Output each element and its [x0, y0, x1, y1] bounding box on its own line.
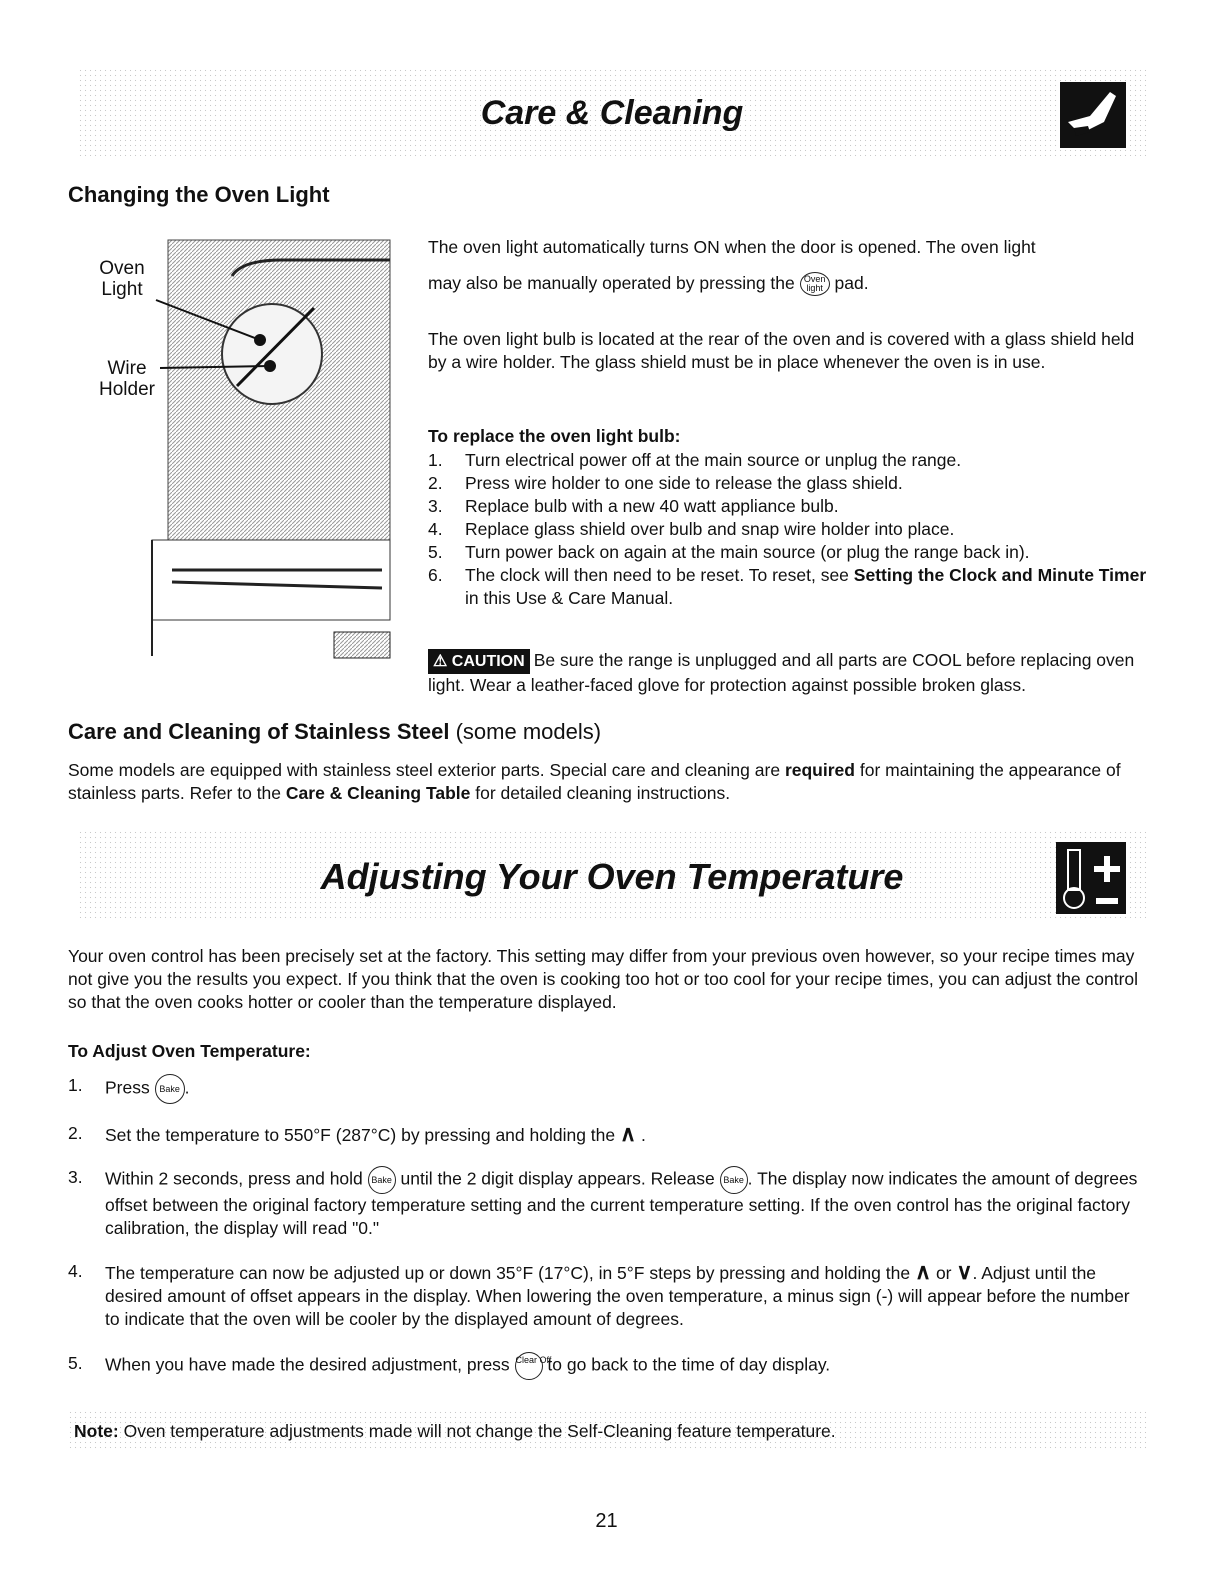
up-arrow-icon: ∧	[914, 1259, 932, 1284]
header-title: Adjusting Your Oven Temperature	[320, 856, 904, 897]
intro-text-end: pad.	[834, 273, 869, 293]
glove-hand-icon	[1060, 82, 1126, 148]
list-item: 2. Press wire holder to one side to release the glass shield.	[428, 473, 903, 493]
list-item: 6. The clock will then need to be reset. To reset, see Setting the Clock and Minute Timer in this Use & Care Manual.	[428, 565, 1147, 608]
list-item: 1. Turn electrical power off at the main source or unplug the range.	[428, 450, 962, 470]
replace-bulb-steps	[428, 449, 1148, 610]
list-item: 5. Turn power back on again at the main source (or plug the range back in).	[428, 542, 1030, 562]
header-title: Care & Cleaning	[480, 94, 744, 132]
up-arrow-icon: ∧	[620, 1121, 637, 1146]
note-text: Note: Oven temperature adjustments made will not change the Self-Cleaning feature temperature.	[74, 1421, 836, 1441]
list-item: 3. Replace bulb with a new 40 watt appliance bulb.	[428, 496, 839, 516]
label-oven-light: Oven Light	[99, 258, 145, 300]
header-band-care-cleaning	[78, 68, 1146, 156]
clear-off-pad-icon: Clear Off	[515, 1352, 543, 1380]
caution-paragraph: ⚠ CAUTION Be sure the range is unplugged and all parts are COOL before replacing oven light. Wear a leather-faced glove for protection against possible broken glass.	[428, 650, 1135, 695]
bulb-location-paragraph: The oven light bulb is located at the rear of the oven and is covered with a glass shield held by a wire holder. The glass shield must be in place whenever the oven is in use.	[428, 329, 1135, 372]
adjust-temperature-subheading: To Adjust Oven Temperature:	[68, 1041, 311, 1061]
setting-clock-reference: Setting the Clock and Minute Timer	[853, 565, 1147, 585]
note-band	[68, 1410, 1146, 1450]
caution-badge: ⚠ CAUTION	[428, 649, 530, 674]
oven-light-pad-icon: Oven light	[800, 272, 830, 296]
label-wire-holder: Wire Holder	[99, 358, 155, 400]
heading-note: (some models)	[455, 719, 602, 744]
oven-light-figure	[92, 236, 392, 660]
intro-line-2	[428, 272, 1148, 296]
intro-text: may also be manually operated by pressing the	[428, 273, 795, 293]
section-heading-stainless-steel: Care and Cleaning of Stainless Steel (some models)	[68, 719, 602, 744]
page-number: 21	[595, 1510, 618, 1532]
temperature-intro-paragraph: Your oven control has been precisely set at the factory. This setting may differ from your previous oven however, so your recipe times may not give you the results you expect. If you think that the oven is cooking too hot or too cool for your recipe times, you can adjust the control so that the oven cooks hotter or cooler than the temperature displayed.	[68, 946, 1139, 1012]
stainless-steel-paragraph: Some models are equipped with stainless steel exterior parts. Special care and cleaning are required for maintaining the appearance of stainless parts. Refer to the Care & Cleaning Table for detailed cleaning instructions.	[68, 760, 1121, 803]
down-arrow-icon: ∨	[956, 1259, 973, 1284]
replace-bulb-subheading: To replace the oven light bulb:	[428, 426, 681, 446]
bake-pad-icon: Bake	[155, 1074, 185, 1104]
bake-pad-icon: Bake	[720, 1166, 748, 1194]
bake-pad-icon: Bake	[368, 1166, 396, 1194]
intro-line-1: The oven light automatically turns ON when the door is opened. The oven light	[428, 237, 1036, 257]
thermometer-plus-minus-icon	[1056, 842, 1126, 914]
section-heading-oven-light: Changing the Oven Light	[68, 182, 330, 207]
list-item: 4. Replace glass shield over bulb and snap wire holder into place.	[428, 519, 955, 539]
header-band-adjusting-temperature	[78, 830, 1146, 918]
